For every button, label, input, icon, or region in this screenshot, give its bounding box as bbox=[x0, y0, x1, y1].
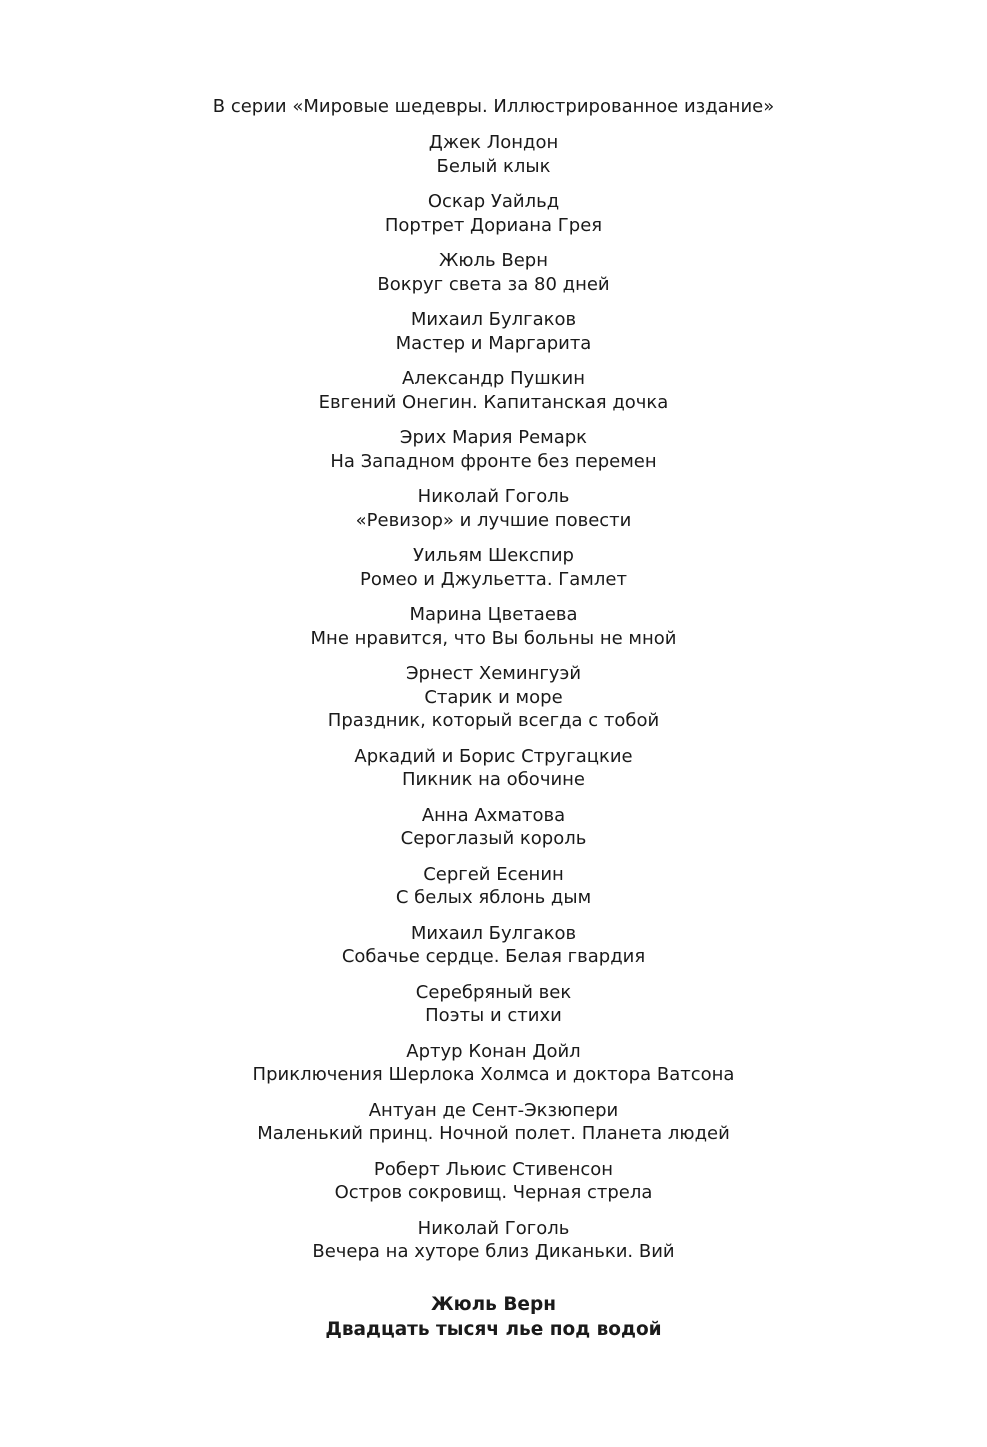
book-title: Сероглазый король bbox=[400, 828, 587, 849]
book-author: Роберт Льюис Стивенсон bbox=[373, 1158, 614, 1180]
series-heading: В серии «Мировые шедевры. Иллюстрированное издание» bbox=[212, 96, 775, 117]
book-title: Старик и море bbox=[424, 686, 563, 708]
book-title: Приключения Шерлока Холмса и доктора Ватсона bbox=[252, 1064, 735, 1085]
book-title: Вокруг света за 80 дней bbox=[377, 273, 610, 295]
book-title: Мне нравится, что Вы больны не мной bbox=[310, 627, 677, 649]
current-book-title: Двадцать тысяч лье под водой bbox=[325, 1318, 662, 1340]
book-entry bbox=[0, 308, 987, 355]
book-entry bbox=[0, 922, 987, 969]
book-title: Ромео и Джульетта. Гамлет bbox=[360, 568, 627, 590]
book-author: Джек Лондон bbox=[428, 132, 559, 153]
book-entry bbox=[0, 190, 987, 237]
book-author: Эрнест Хемингуэй bbox=[405, 663, 582, 684]
book-entry bbox=[0, 981, 987, 1028]
book-entry bbox=[0, 131, 987, 178]
book-author: Михаил Булгаков bbox=[410, 922, 577, 944]
book-entry bbox=[0, 544, 987, 591]
book-title: Поэты и стихи bbox=[425, 1005, 562, 1026]
book-entry bbox=[0, 485, 987, 532]
book-author: Анна Ахматова bbox=[421, 804, 566, 826]
book-title: Белый клык bbox=[436, 155, 551, 177]
book-entry bbox=[0, 426, 987, 473]
book-author: Александр Пушкин bbox=[401, 368, 586, 389]
book-title: Мастер и Маргарита bbox=[395, 332, 592, 354]
book-title: Остров сокровищ. Черная стрела bbox=[334, 1182, 653, 1203]
book-entry bbox=[0, 249, 987, 296]
book-author: Михаил Булгаков bbox=[410, 309, 577, 330]
book-title: Пикник на обочине bbox=[402, 769, 585, 790]
book-entry bbox=[0, 1217, 987, 1264]
book-title: Собачье сердце. Белая гвардия bbox=[341, 946, 646, 967]
book-entry bbox=[0, 1040, 987, 1087]
book-author: Николай Гоголь bbox=[417, 486, 570, 507]
book-title: С белых яблонь дым bbox=[395, 887, 592, 908]
book-title: Праздник, который всегда с тобой bbox=[327, 710, 660, 731]
current-book bbox=[0, 1293, 987, 1342]
current-book-author: Жюль Верн bbox=[431, 1294, 556, 1315]
book-author: Артур Конан Дойл bbox=[406, 1040, 581, 1062]
book-author: Жюль Верн bbox=[439, 250, 548, 271]
book-author: Сергей Есенин bbox=[423, 863, 564, 885]
book-author: Марина Цветаева bbox=[409, 604, 578, 625]
book-entry bbox=[0, 603, 987, 650]
book-title: Евгений Онегин. Капитанская дочка bbox=[318, 391, 669, 413]
book-entry bbox=[0, 1158, 987, 1205]
book-author: Эрих Мария Ремарк bbox=[399, 427, 588, 448]
book-list bbox=[0, 131, 987, 1276]
book-entry bbox=[0, 804, 987, 851]
book-author: Николай Гоголь bbox=[417, 1217, 570, 1239]
book-entry bbox=[0, 662, 987, 733]
book-author: Оскар Уайльд bbox=[427, 191, 560, 212]
book-entry bbox=[0, 1099, 987, 1146]
book-title: Вечера на хуторе близ Диканьки. Вий bbox=[312, 1241, 675, 1262]
book-title: На Западном фронте без перемен bbox=[330, 450, 657, 472]
book-entry bbox=[0, 745, 987, 792]
book-author: Антуан де Сент-Экзюпери bbox=[368, 1099, 619, 1121]
book-entry bbox=[0, 863, 987, 910]
book-title: Портрет Дориана Грея bbox=[384, 214, 603, 236]
book-author: Аркадий и Борис Стругацкие bbox=[354, 745, 633, 767]
book-author: Серебряный век bbox=[415, 981, 572, 1003]
book-entry bbox=[0, 367, 987, 414]
book-title: Маленький принц. Ночной полет. Планета людей bbox=[257, 1123, 730, 1144]
book-title: «Ревизор» и лучшие повести bbox=[355, 509, 632, 531]
book-author: Уильям Шекспир bbox=[413, 545, 574, 566]
